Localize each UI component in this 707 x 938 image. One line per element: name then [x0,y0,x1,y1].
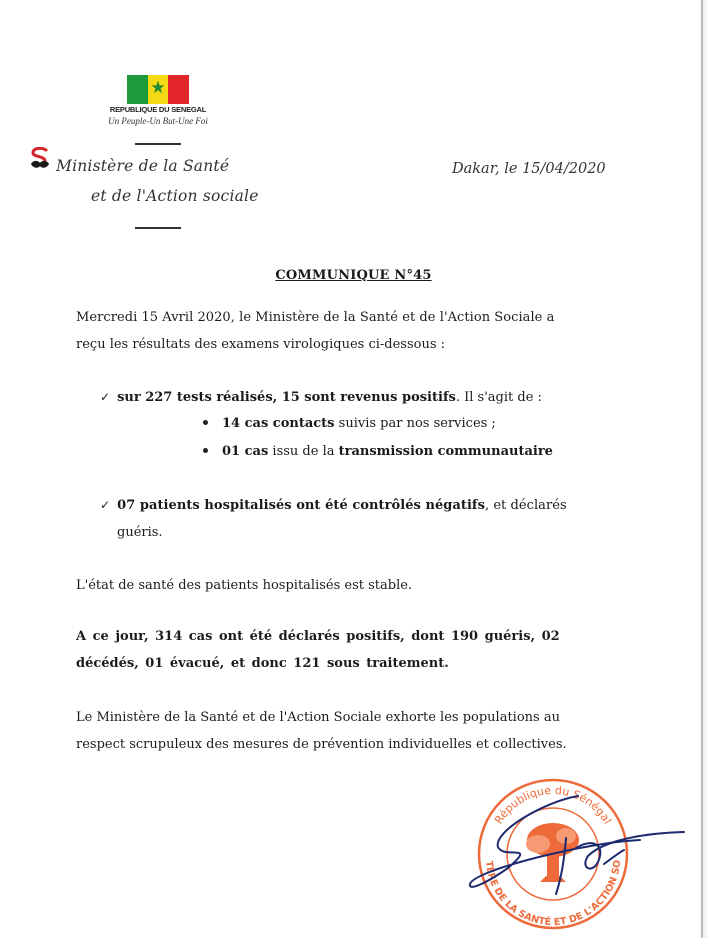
intro-paragraph [76,304,646,358]
senegal-flag [127,75,189,104]
ministry-name-line1: Ministère de la Santé [56,157,230,175]
exhort-line1: Le Ministère de la Santé et de l'Action Sociale exhorte les populations au [76,710,560,725]
totals-line2: décédés, 01 évacué, et donc 121 sous traitement. [76,656,449,671]
exhort-line2: respect scrupuleux des mesures de prévention individuelles et collectives. [76,737,567,752]
recovered-tail: , et déclarés [484,498,567,513]
ministry-name-line2: et de l'Action sociale [91,187,259,205]
community-count: 01 cas [222,444,269,459]
ministry-divider [135,227,181,229]
stamp-graphic [448,772,704,932]
totals-paragraph [76,623,636,677]
stable-statement: L'état de santé des patients hospitalisés est stable. [76,578,413,593]
checkmark-icon: ✓ [100,390,111,404]
flag-green-band [127,75,148,104]
official-stamp-and-signature [448,772,704,932]
header-divider [135,143,181,145]
totals-line1: A ce jour, 314 cas ont été déclarés positifs, dont 190 guéris, 02 [76,629,560,644]
stamp-top-text: République du Sénégal [492,783,614,827]
community-transmission: transmission communautaire [338,444,553,459]
contacts-count: 14 cas contacts [222,416,335,431]
result-item-tests [100,384,542,411]
ministry-s-logo-icon [29,147,51,171]
document-date: Dakar, le 15/04/2020 [452,161,606,177]
result-item-recovered [100,492,620,546]
tests-summary-tail: . Il s'agit de : [455,390,542,405]
tests-summary: sur 227 tests réalisés, 15 sont revenus positifs [117,390,456,405]
sub-item-community [203,441,553,463]
national-motto: Un Peuple-Un But-Une Foi [108,116,208,126]
sub-item-contacts [203,413,496,435]
checkmark-icon: ✓ [100,498,111,512]
bullet-icon [203,420,208,425]
community-mid: issu de la [268,444,339,459]
intro-line2: reçu les résultats des examens virologiques ci-dessous : [76,337,446,352]
recovered-line2: guéris. [117,525,163,540]
bullet-icon [203,448,208,453]
recovered-summary: 07 patients hospitalisés ont été contrôlés négatifs [117,498,485,513]
contacts-tail: suivis par nos services ; [334,416,496,431]
stamp-bottom-text: TÈRE DE LA SANTÉ ET DE L'ACTION SO [483,859,624,929]
star-icon: ★ [150,78,166,98]
baobab-tree-icon [526,823,579,882]
country-name: REPUBLIQUE DU SENEGAL [109,105,207,114]
flag-red-band [168,75,189,104]
communique-title: COMMUNIQUE N°45 [275,268,432,283]
flag-yellow-band [148,75,169,104]
intro-line1: Mercredi 15 Avril 2020, le Ministère de la Santé et de l'Action Sociale a [76,310,555,325]
exhort-paragraph [76,704,666,758]
